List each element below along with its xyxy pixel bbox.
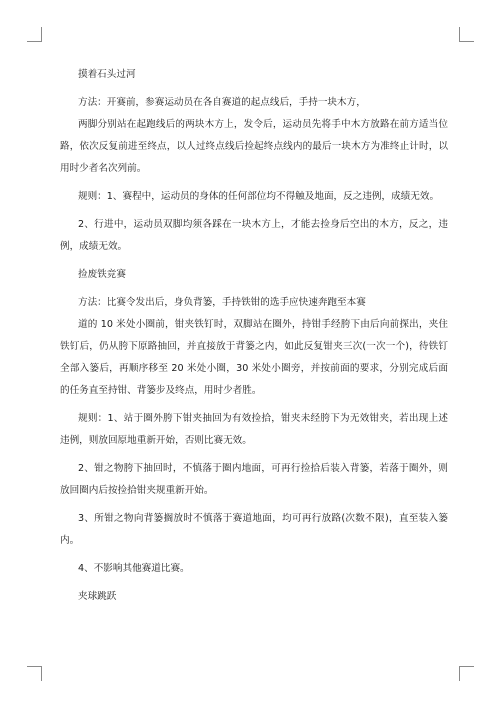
rule-paragraph: 2、钳之物胯下抽回时，不慎落于圈内地面，可再行捡拾后装入背篓，若落于圈外，则放回圈内后按捡拾钳夹规重新开始。: [60, 463, 448, 496]
rule-paragraph: 4、不影响其他赛道比赛。: [78, 563, 190, 574]
rule-paragraph: 3、所钳之物向背篓搁放时不慎落于赛道地面，均可再行放路(次数不限)，直至装入篓内。: [60, 513, 448, 546]
method-paragraph: 方法：开赛前，参赛运动员在各自赛道的起点线后，手持一块木方，: [78, 97, 366, 108]
rule-paragraph: 2、行进中，运动员双脚均须各踩在一块木方上，才能去捡身后空出的木方，反之，违例，成绩无效。: [60, 219, 448, 252]
method-paragraph-continued: 两脚分别站在起跑线后的两块木方上，发令后，运动员先将手中木方放路在前方适当位路，依次反复前进至终点，以人过终点线后捡起终点线内的最后一块木方为准终止计时，以用时少者名次列前。: [60, 119, 448, 174]
crop-mark-bottom-left: [27, 666, 42, 681]
section-title: 捡废铁竞赛: [78, 269, 126, 280]
document-body: [60, 64, 448, 614]
method-paragraph-continued: 道的 10 米处小圈前，钳夹铁钉时，双脚站在圈外，持钳手经胯下由后向前探出，夹住铁钉后，仍从胯下原路抽回，并直接放于背篓之内，如此反复钳夹三次(一次一个)，待铁钉全部入篓后，再顺序移至 20 米处小圈，30 米处小圈旁，并按前面的要求，分别完成后面的任务直至持钳、背篓步及终点，用时少者胜。: [60, 319, 448, 396]
rule-paragraph: 规则：1、站于圈外胯下钳夹抽回为有效捡拾，钳夹未经胯下为无效钳夹，若出现上述违例，则放回原地重新开始，否则比赛无效。: [60, 413, 448, 446]
crop-mark-top-left: [27, 27, 42, 42]
section-title: 夹球跳跃: [78, 591, 117, 602]
crop-mark-top-right: [459, 27, 474, 42]
method-paragraph: 方法：比赛令发出后，身负背篓，手持铁钳的选手应快速奔跑至本赛: [78, 297, 366, 308]
section-title: 摸着石头过河: [78, 69, 136, 80]
rule-paragraph: 规则：1、赛程中，运动员的身体的任何部位均不得触及地面，反之违例，成绩无效。: [78, 191, 440, 202]
crop-mark-bottom-right: [459, 666, 474, 681]
